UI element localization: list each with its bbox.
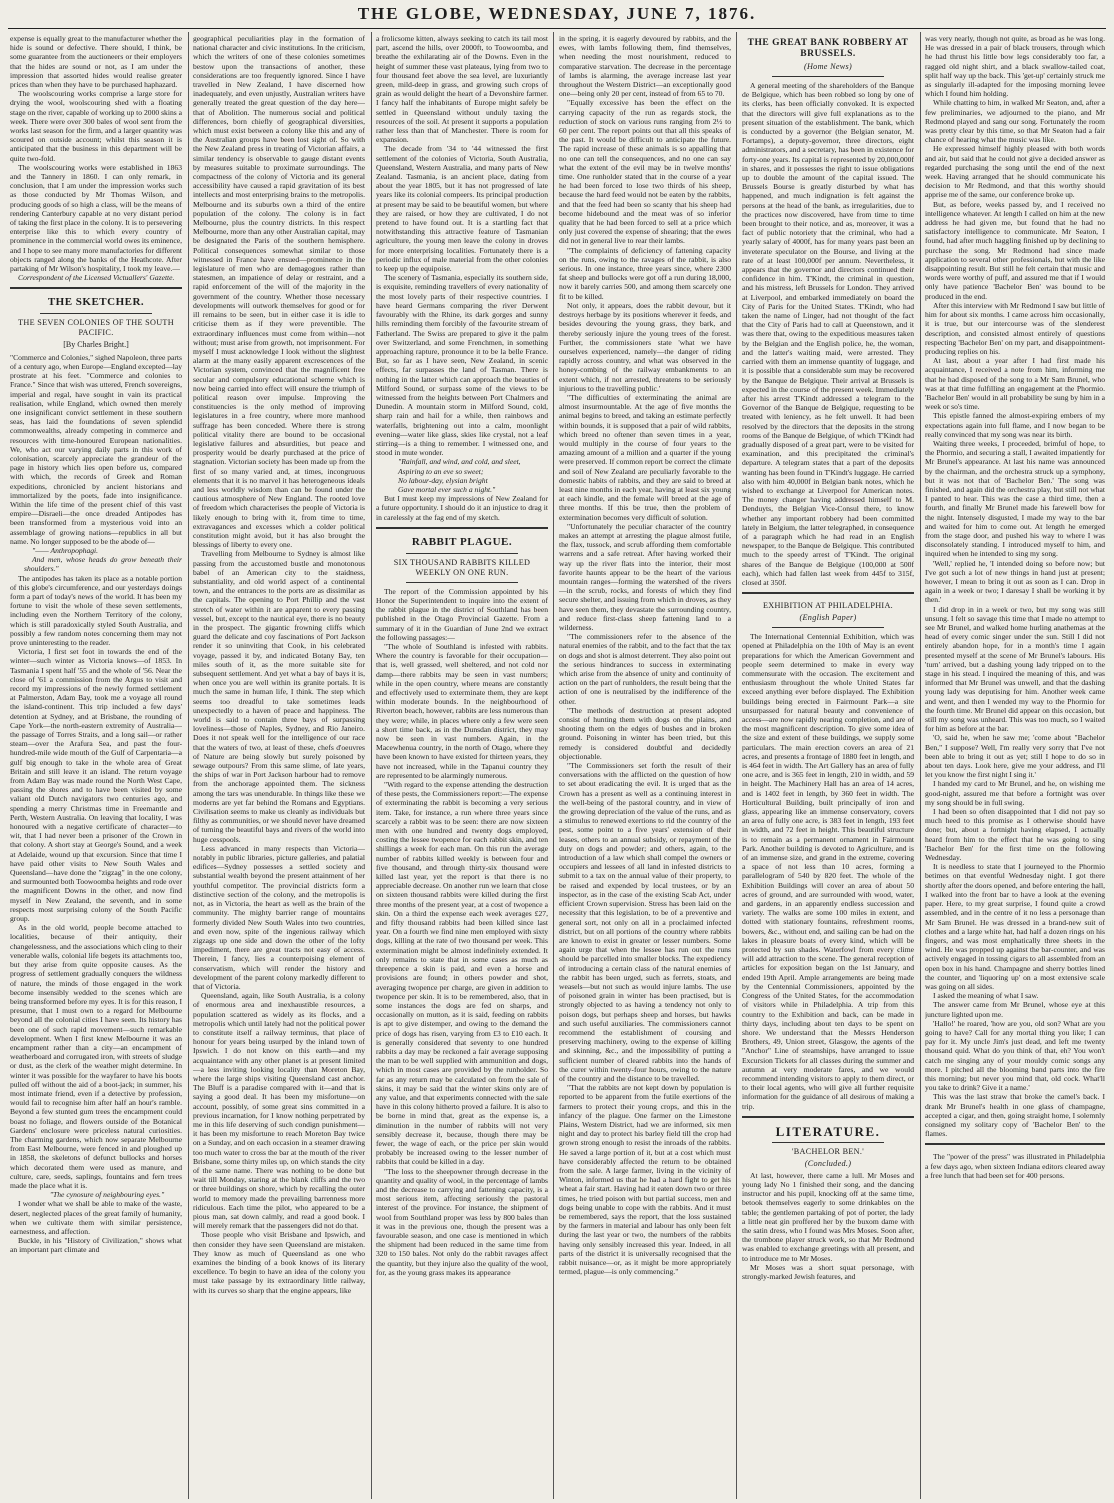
paragraph: The woolscouring works comprise a large store for drying the wool, woolscouring shed with a floating stage on the river, capable of working up to 2000 skins a week. There were over 300 bales of wool sent from the works last season for the firm, and a larger quantity was scoured on outside account; whilst this season it is anticipated that the business in this department will be quite two-fold.	[10, 89, 182, 163]
paragraph: It is needless to state that I journeyed to the Phormio betimes on that eventful Wednesday night. I got there shortly after the doors opened, and before entering the hall, I walked into the front bar to have a look at the evening paper. Here, to my great surprise, I found quite a crowd assembled, and in the centre of it no less a personage than Mr Sam Brunel. He was dressed in a brand-new suit of clothes and a large white hat, had half a dozen rings on his fingers, and was most emphatically three sheets in the wind. He was propped up against the bar-counter, and was actively engaged in tossing cigars to all assembled from an open box in his hand. Champagne and sherry bottles lined the counter, and 'liquoring up' on a most extensive scale was going on all sides.	[925, 862, 1105, 991]
quote: Aspiring to an eve so sweet;	[398, 466, 484, 476]
rabbit-plague-subtitle: SIX THOUSAND RABBITS KILLED WEEKLY ON ONE RUN.	[393, 557, 531, 577]
paragraph: a frolicsome kitten, always seeking to catch its tail most part, ascend the hills, over 2000ft, to Toowoomba, and breathe the exhilarating air of the Downs. Even in the height of summer these vast plateaus, lying from two to four thousand feet above the sea level, are luxuriantly green, mild-deep in grass, and growing such crops of grain as would delight the heart of a Devonshire farmer. I fancy half the inhabitants of Europe might safely be settled in Queensland without unduly taxing the resources of the soil. At present it supports a population rather less than that of Manchester. There is room for expansion.	[376, 34, 548, 145]
paragraph: "The methods of destruction at present adopted consist of hunting them with dogs on the plains, and shooting them on the edges of bushes and in broken ground. Poisoning in winter has been tried, but this remedy is considered doubtful and decidedly objectionable.	[559, 705, 731, 761]
column-6	[925, 34, 1105, 1499]
paragraph: But, as before, weeks passed by, and I received no intelligence whatever. At length I called on him at the new address he had given me, but found that he had no satisfactory intelligence to communicate. Mr Seaton, I found, had after much haggling finished up by declining to purchase the song. Mr Redmond had since made application to several other professionals, but with the like disappointing result. But still he felt certain that music and words were worthy of puff, and assured me that if I would only have patience 'Bachelor Ben' was bound to be produced in the end.	[925, 199, 1105, 301]
column-rule	[371, 32, 372, 1499]
paragraph: 'Well,' replied he, 'I intended doing so before now; but I've got such a lot of new things in hand just at present; however, I mean to bring it out as soon as I can. Drop in again in a week or two; I daresay I shall be working it by then.'	[925, 558, 1105, 605]
column-5	[742, 34, 914, 1499]
paragraph: Victoria, I first set foot in towards the end of the winter—such winter as Victoria knows—of 1853. In Tasmania I spent half '55 and the whole of '56. Near the close of '61 a commission from the Argus to visit and record my impressions of the newly formed settlement at Palmerston, Adam Bay, took me a voyage all round the island-continent. This trip included a few days' detention at Sydney, and at Brisbane, the rounding of Cape York—the north-eastern extremity of Australia—the passage of Torres Straits, and a long sail—or rather steam—over the Arafura Sea, and past the four-hundred-mile wide mouth of the Gulf of Carpentaria—a gulf big enough to take in the whole area of Great Britain and still leave it an island. The return voyage from Adam Bay was made round the North West Cape, passing the shores and to have been visited by some valiant old Dutch navigators two centuries ago, and spending a merry Christmas time in Freemantle and Perth, Western Australia. On leaving that locality, I was honoured with a negative certificate of character—to wit, that I had never been a prisoner of the Crown in that colony. A short stay at George's Sound, and a week at Adelaide, wound up that excursion. Since that time I have paid other visits to New South Wales and Queensland—have done the "zigzag" in the one colony, and surmounted both Toowoomba heights and rode over the magnificent Downs in the other, and now find myself in New Zealand, the seventh, and in some respects most surprising colony of the South Pacific group.	[10, 647, 182, 924]
quote: No labour-day, elysian bright	[398, 475, 488, 485]
rabbit-plague-title: RABBIT PLAGUE.	[411, 535, 513, 548]
paragraph: Less advanced in many respects than Victoria—notably in public libraries, picture galleries, and palatial edifices—Sydney possesses a settled society and substantial wealth beyond the present attainment of her youthful competitor. The provincial districts form a distinctive section of the colony, and the metropolis is not, as in Victoria, the heart as well as the brain of the community. The mighty barrier range of mountains formerly divided New South Wales into two countries, and even now, spite of the ingenious railway which zigzags up one side and down the other of the lofty impediment, there are great tracts not easy of access. Therein, I fancy, lies a counterpoising element of conservatism, which will render the history and development of the parent colony markedly different to that of Victoria.	[193, 843, 365, 991]
paragraph: The International Centennial Exhibition, which was opened at Philadelphia on the 10th of May is an event preparations for which the American Government and people seem determined to make in every way commensurate with the occasion. The excitement and enthusiasm throughout the whole United States far exceed anything ever before displayed. The Exhibition buildings being erected in Fairmount Park—a site unsurpassed for natural beauty and convenience of access—are now rapidly nearing completion, and are of the most magnificent description. To give some idea of the size and extent of these buildings, we supply some particulars. The main erection covers an area of 21 acres, and presents a frontage of 1880 feet in length, and is 464 feet in width. The Art Gallery has an area of fully one acre, and is 365 feet in length, 210 in width, and 59 in height. The Machinery Hall has an area of 14 acres, and is 1402 feet in length, by 360 feet in width. The Horticultural Building, built principally of iron and glass, appearing like an immense conservatory, covers an area of fully one acre, is 383 feet in length, 193 feet in width, and 72 feet in height. This beautiful structure is to remain as a permanent ornament in Fairmount Park. Another building is devoted to Agriculture, and is of an immense size, and grand in the extreme, covering a space of not less than 10 acres, forming a parallelogram of 540 by 820 feet. The whole of the Exhibition Buildings will cover an area of about 50 acres of ground, and are surrounded with wood, water, and gardens, in an apparently endless succession and variety. The walks are some 100 miles in extent, and dotted with stationary fountains, refreshment rooms, bowers, &c., without end, and sailing can be had on the lakes in pleasure boats of every kind, which will be protected by sun shades. Waterfowl from every clime will add attraction to the scene. The general reception of articles for exposition began on the 1st January, and ended 19th April. Ample arrangements are being made by the Centennial Commissioners, appointed by the Congress of the United States, for the accommodation of visitors while in Philadelphia. A trip from this country to the Exhibition and back, can be made in thirty days, including about ten days to be spent on shore. We understand that the Messrs Henderson Brothers, 49, Union street, Glasgow, the agents of the "Anchor" Line of steamships, have arranged to issue Excursion Tickets for all classes during the summer and autumn at very moderate fares, and we would recommend intending visitors to apply to them direct, or to their local agents, who will give all further requisite information for the guidance of all desirous of making a trip.	[742, 632, 914, 1111]
divider	[772, 1142, 884, 1143]
paragraph: Waiting three weeks, I proceeded, brimful of hope, to the Phormio, and securing a stall, I awaited impatiently for Mr Brunel's appearance. At last his name was announced by the chairman, and the orchestra struck up a symphony, but it was not that of 'Bachelor Ben.' The song was finished, and again did the orchestra play, but still not what I panted to hear. This was the case a third time, then a fourth, and finally Mr Brunel made his farewell bow for the night. Intensely disgusted, I made my way to the bar and waited for him to come out. At length he emerged from the stage door, and pushed his way to where I was disconsolately standing. I introduced myself to him, and inquired when he intended to sing my song.	[925, 438, 1105, 559]
paragraph: Mr Moses was a short squat personage, with strongly-marked Jewish features, and	[742, 1262, 914, 1281]
paragraph: "Commerce and Colonies," sighed Napoleon, three parts of a century ago, when Europe—England excepted—lay prostrate at his feet. "Commerce and colonies to France." Since that wish was uttered, French sovereigns, imperial and regal, have sought in vain its practical realisation, while England, which owned then merely one insignificant convict settlement in these southern seas, has laid the foundations of seven splendid commonwealths, already competing in commerce and resources with time-honoured European nationalities. We, who act our varying daily parts in this work of colonisation, scarcely appreciate the grandeur of the page in history which lies open before us, compared with which, the records of Greek and Roman expeditions, chronicled by ancient historians and immortalized by the poets, fade into insignificance. Within the life time of the present chief of this vast empire—Disraeli—the once dreaded Antipodes has been transformed from a mysterious void into an assemblage of growing nations—republics in all but name. No longer supposed to be the abode of—	[10, 352, 182, 546]
paragraph: Buckle, in his "History of Civilization," shows what an important part climate and	[10, 1236, 182, 1255]
paragraph: This epistle fanned the almost-expiring embers of my expectations again into full flame, and I now began to be really convinced that my song was near its birth.	[925, 411, 1105, 439]
paragraph: I did drop in in a week or two, but my song was still unsung. I felt so savage this time that I made no attempt to see Mr Brunel, and walked home hurling anathemas at the head of every comic singer under the sun. Still I did not entirely abandon hope, for in a month's time I again presented myself at the scene of Mr Brunel's labours. His 'turn' arrived, but a dashing young lady tripped on to the stage in his stead. I inquired the meaning of this, and was informed that Mr Brunel was unwell, and that the dashing young lady was deputising for him. Another week came and went, and then I wended my way to the Phormio for the fourth time. Mr Brunel did appear on this occasion, but still my song was unheard. This was too much, so I waited for him as before at the bar.	[925, 604, 1105, 734]
paragraph: This was the last straw that broke the camel's back. I drank Mr Brunel's health in one glass of champagne, accepted a cigar, and then, going straight home, I solemnly consigned my solitary copy of 'Bachelor Ben' to the flames.	[925, 1092, 1105, 1139]
paragraph: The antipodes has taken its place as a notable portion of this globe's circumference, and our yesterdays doings form a part of today's news of the world. It has been my fortune to visit the whole of these seven settlements, including even the Northern Territory of the colony, which is still paradoxically styled South Australia, and possibly a few random notes concerning them may not prove uninteresting to the reader.	[10, 573, 182, 647]
paragraph: At last, about a year after I had first made his acquaintance, I received a note from him, informing me that he had disposed of the song to a Mr Sam Brunel, who was at that time fulfilling an engagement at the Phormio. 'Bachelor Ben' would in all probability be sung by him in a week or so's time.	[925, 356, 1105, 412]
paragraph: The decade from '34 to '44 witnessed the first settlement of the colonies of Victoria, South Australia, Queensland, Western Australia, and many parts of New Zealand. Tasmania, is an ancient place, dating from about the year 1805, but it has not progressed of late years like its colonial compeers. Its principal production at present may be said to be beautiful women, but where they are raised, or how they are cultivated, I do not pretend to have found out. It is a startling fact that notwithstanding this attractive feature of Tasmanian agriculture, the young men leave the colony in droves for more enterprising localities. Fortunately there is a periodic influx of male material from the other colonies to keep up the equipoise.	[376, 144, 548, 274]
masthead-rule	[8, 28, 1106, 29]
literature-concluded: (Concluded.)	[804, 1158, 852, 1168]
bank-robbery-title: THE GREAT BANK ROBBERY AT BRUSSELS.	[747, 38, 909, 59]
divider	[40, 313, 152, 314]
correspondent-credit: Correspondent of the Licensed Victuallers' Gazette.	[18, 273, 175, 283]
paragraph: "The complaints of deficiency of fattening capacity on the runs, owing to the ravages of the rabbit, is also serious. In one instance, three years since, where 2300 fat sheep and bullocks were got off a run during 18,000, now it barely carries 500, and among them scarcely one fit to be killed.	[559, 245, 731, 301]
masthead: THE GLOBE, WEDNESDAY, JUNE 7, 1876.	[357, 4, 757, 23]
wool-article	[10, 34, 182, 282]
paragraph: "The Commissioners set forth the result of their conversations with the afflicted on the question of how to set about eradicating the evil. It is urged that as the Crown has a present as well as a continuing interest in the well-being of the pastoral country, and in view of the growing depreciation of the value of the runs, and as a stimulus to renewed exertions to rid the country of the pest, some point to a five years' extension of their leases, others to an annual subsidy, or repayment of the duty on dogs and powder; and others, again, to the introduction of a law which shall compel the owners or occupiers and lessees of all land in infested districts to submit to a tax on the annual value of their property, to be raised and expended by local trustees, or by an inspector, as in the case of the existing Scab Act, under efficient Crown supervision. Stress has been laid on the necessity that this legislation, to be of a preventive and general sort, not only on all in a proclaimed infected district, but on all portions of the country where rabbits are known to exist in greater or lesser numbers. Some again urge that when the lessee has run out the runs should be parcelled into smaller blocks. The expediency of introducing a certain class of the natural enemies of the rabbit has been urged, such as ferrets, stoats, and weasels—but not such as would injure lambs. The use of poisoned grain in winter has been practised, but is strongly objected to as having a tendency not only to poison dogs, but perhaps sheep and horses, but hawks and such useful auxiliaries. The commissioners cannot recommend the establishment of coursing and preserving machinery, owing to the expense of killing and skinning, &c., and the impossibility of putting a sufficient number of cleared rabbits into the hands of the curer within twenty-four hours, owing to the nature of the country and the distance to be travelled.	[559, 761, 731, 1083]
paragraph: 'Hallo!' he roared, 'how are you, old son? What are you going to have? Call for any mortal thing you like; I can pay for it. My uncle Jim's just dead, and left me twenty thousand quid. What do you think of that, eh? You won't catch me singing any of your mouldy comic songs any more. I pitched all the blooming band parts into the fire this morning; but never you mind that, old cock. What'll you take to drink? Give it a name.'	[925, 1018, 1105, 1093]
paragraph: Those people who visit Brisbane and Ipswich, and then consider they have seen Queensland are mistaken. They know as much of Queensland as one who examines the binding of a book knows of its literary excellence. To begin to have an idea of the colony you must take passage by its extraordinary little railway, with its curves so sharp that the engine appears, like	[193, 1230, 365, 1295]
section-divider	[742, 1116, 914, 1120]
paragraph: "Equally excessive has been the effect on the carrying capacity of the run as regards stock, the reduction of stock on various runs ranging from 2½ to 60 per cent. The report points out that all this speaks of the past. It would be difficult to anticipate the future. The rapid increase of these animals is so appalling that no one can tell the consequences, and no one can say what the extent of the evil may be in twelve months' time. One runholder stated that in the course of a year he had been forced to lose two thirds of his sheep, because the hard feed would not be eaten by the rabbits, and that the feed had been so scanty that his sheep had become hidebound and the meat was of so inferior quality that he had been forced to sell at a price which only just covered the expense of shearing; that the ewes did not in general live to rear their lambs.	[559, 98, 731, 246]
paragraph: The woolscouring works were established in 1863 and the Tannery in 1860. I can only remark, in conclusion, that I am under the impression works such as those conducted by Mr Thomas Wilson, and producing goods of so high a class, will be the means of rendering Canterbury capable at no very distant period of taking the first place in the colony. It is to persevering enterprise like this to which every country of prominence in the commercial world owes its eminence, and I hope to see many more manufactories for different objects ranged along the banks of the Heathcote. After partaking of Mr Wilson's hospitality, I took my leave.—	[10, 162, 182, 274]
paragraph: "The difficulties of exterminating the animal are almost insurmountable. At the age of five months the animal begins to breed, and taking an estimate perfectly within bounds, it is supposed that a pair of wild rabbits, which breed no oftener than seven times in a year, would multiply in the course of four years to the amazing amount of a million and a quarter if the young were preserved. If common report be correct the climate and soil of New Zealand are peculiarly favorable to the domestic habits of rabbits, and they are said to breed at least nine months in each year, having at least six young at each kindle, and the female will breed at the age of three months. If this be true, then the problem of extermination becomes very difficult of solution.	[559, 392, 731, 522]
article-title: THE SEVEN COLONIES OF THE SOUTH PACIFIC.	[18, 318, 174, 338]
paragraph: "The whole of Southland is infested with rabbits. Where the country is favorable for their occupation—that is, well grassed, well sheltered, and not cold nor damp—there rabbits may be seen in vast numbers; while in the open country, where means are constantly and effectively used to exterminate them, they are kept within moderate bounds. In the neighbourhood of Riverton beach, however, rabbits are less numerous than they were; while, in places where only a few were seen a short time back, as in the Dunsdan district, they may now be seen in vast numbers. Again, in the Macewhenua country, in the north of Otago, where they have been known to have existed for thirteen years, they have not increased, while in the Tapanui country they are represented to be alarmingly numerous.	[376, 641, 548, 780]
press-note: The "power of the press" was illustrated in Philadelphia a few days ago, when sixteen Indiana editors cleared away a free lunch that had been set for 400 persons.	[925, 1152, 1105, 1180]
quote: "The cynosure of neighbouring eyes."	[49, 1190, 165, 1200]
quote: Gave mortal ever such a night."	[398, 484, 496, 494]
paragraph: Travelling from Melbourne to Sydney is almost like passing from the accustomed bustle and monotonous babel of an American city to the staidness, substantiality, and old world aspect of a continental town, and the entrances to the ports are as dissimilar as the capitals. The opening to Port Phillip and the vast stretch of water within it are apparent to every passing vessel, but, except to the nautical eye, there is no beauty in the prospect. The gigantic frowning cliffs which guard the delicate and coy fascinations of Port Jackson render it so uninviting that Cook, in his celebrated voyage, passed it by, and indicated Botany Bay, ten miles south of it, as the more suitable site for subsequent settlement. And yet what a bay of bays it is, when once you are well within its granite portals. It is much the same in human life, I think. The step which seems too dreadful to take sometimes leads unexpectedly to a haven of peace and happiness. The world is said to contain three bays of surpassing loveliness—those of Naples, Sydney, and Rio Janeiro. Does it not speak well for the intelligence of our race that the waters of two, at least of these, chefs d'oeuvres of Nature are being slowly but surely poisoned by sewage outpours? From this same slime, of late years, the ships of war in Port Jackson harbour had to remove from the anchorage appointed them. The sickness among the tars was unendurable. In things like these we moderns are yet far behind the Romans and Egyptians. Civilisation seems to make us cleanly as individuals but filthy as communities, or we should never have dreamed of turning the beautiful bays and rivers of the world into huge cesspools.	[193, 549, 365, 844]
paragraph: Queensland, again, like South Australia, is a colony of enormous area and inexhaustible resources, a population scattered as widely as its flocks, and a metropolis which until lately had not the political power to constitute itself a railway terminus, that place of honour for years being usurped by the inland town of Ipswich. I do not know on this earth—and my acquaintance with any other planet is at present limited—a less inviting looking locality than Moreton Bay, where the large ships visiting Queensland cast anchor. The Bluff is a paradise compared with it—and that is saying a good deal. It has been my misfortune—on account, possibly, of some great sins committed in a previous incarnation, for I know nothing perpetrated by me in this life deserving of such condign punishment—it has been my misfortune to reach Moreton Bay twice on a Sunday, and on each occasion in a steamer drawing too much water to cross the bar at the mouth of the river Brisbane, some thirty miles up, on which stands the city of the same name. There was nothing to be done but wait till Monday, staring at the blank cliffs and the two or three buildings on shore, which by recalling the outer world to memory made the prevailing barrenness more ridiculous. Each time the pilot, who appeared to be a pious man, sat down calmly, and read a good book. I will merely remark that the passengers did not do that.	[193, 991, 365, 1231]
column-rule	[188, 32, 189, 1499]
byline: [By Charles Bright.]	[63, 340, 129, 350]
paragraph: "The commissioners refer to the absence of the natural enemies of the rabbit, and to the fact that the tax on dogs and shot is almost deterrent. They also point out the serious hindrances to success in exterminating which arise from the absence of unity and continuity of action on the part of runholders, the result being that the action of one is neutralised by the indifference of the other.	[559, 632, 731, 706]
quote: "Rainfall, and wind, and cold, and sleet,	[398, 457, 521, 467]
column-rule	[920, 32, 921, 1499]
column-4	[559, 34, 731, 1499]
paragraph: "With regard to the expense attending the destruction of these pests, the Commissioners report:—The expense of exterminating the rabbit is becoming a very serious item. Take, for instance, a run where three years since scarcely a rabbit was to be seen: there are now sixteen men with one hundred and twenty dogs employed, costing the lessee twopence for each rabbit skin, and ten shillings a week for each man. On this run the average number of rabbits killed weekly is between four and five thousand, and through thirty-six thousand were killed last year, yet the report is that there is no appreciable decrease. On another run we learn that close on sixteen thousand rabbits were killed during the first three months of the present year, at a cost of twopence a skin. On a third the expense each week averages £27, and fifty thousand rabbits had been killed since last year. On a fourth we find nine men employed with sixty dogs, killing at the rate of two thousand per week. This extermination might be almost indefinitely extended. It only remains to state that in some cases as much as threepence a skin is paid, and even a horse and provisions are found; in others powder and shot, averaging twopence per charge, are given in addition to twopence per skin. It is to be remembered, also, that in some instances the dogs are fed on sharps, and occasionally on mutton, as it is said, feeding on rabbits is apt to give distemper, and owing to the demand the price of dogs has risen, varying from £3 to £10 each. It is generally considered that seventy to one hundred rabbits a day may be reckoned a fair average supposing the man to be well supplied with ammunition and dogs, which in most cases are provided by the runholder. So far as any return may be calculated on from the sale of skins, it may be said that the winter skins only are of any value, and that experiments connected with the sale have in this colony hitherto proved a failure. It is also to be borne in mind that, great as the expense is, a diminution in the number of rabbits will not very sensibly decrease it, because, though there may be fewer, the wage of each, or the price per skin would probably be increased owing to the lesser number of rabbits that could be killed in a day.	[376, 780, 548, 1167]
section-title-sketcher: THE SKETCHER.	[47, 296, 145, 309]
paragraph: "The loss to the sheepowner through decrease in the quantity and quality of wool, in the percentage of lambs and the decrease to carrying and fattening capacity, is a most serious item, affecting seriously the pastoral interest of the province. For instance, the shipment of wool from Southland proper was less by 800 bales than it was in the previous one, though the present was a favourable season, and one case is mentioned in which the shipment had been reduced in the same time from 320 to 150 bales. Not only do the rabbit ravages affect the quantity, but they injure also the quality of the wool, for, as the young grass makes its appearance	[376, 1166, 548, 1277]
paragraph: The scenery of Tasmania, especially its southern side, is exquisite, reminding travellers of every nationality of the most lovely parts of their respective countries. I have heard Germans comparing the river Derwent favourably with the Rhine, its dark gorges and sunny hills reminding them forcibly of the favourite stream of Fatherland. The Swiss are prepared to give it the palm over Switzerland, and some Frenchmen, in something approaching rapture, pronounce it to be la belle France. But, so far as I have seen, New Zealand, in scenic effects, far surpasses the land of Tasman. There is nothing in the latter which can approach the beauties of Milford Sound, or surpass some of the views to be witnessed from the heights between Port Chalmers and Dunedin. A mountain storm in Milford Sound, cold, sharp rain and hail for a while, then rainbows and waterfalls, brightening out into a calm, moonlight evening—water like glass, skies like crystal, not a leaf stirring—is a thing to remember. I witnessed one, and stood in mute wonder.	[376, 273, 548, 458]
paragraph: After this interview with Mr Redmond I saw but little of him for about six months. I came across him occasionally, it is true, but our intercourse was of the slenderest description, and consisted almost entirely of questions respecting 'Bachelor Ben' on my part, and disappointment-producing replies on his.	[925, 300, 1105, 356]
section-divider	[376, 527, 548, 531]
exhibition-source: (English Paper)	[799, 613, 857, 623]
column-1	[10, 34, 182, 1499]
column-rule	[736, 32, 737, 1499]
paragraph: A general meeting of the shareholders of the Banque de Belgique, which has been robbed so long by one of its clerks, has been officially convoked. It is expected that the directors will give full explanations as to the present situation of the establishment. The bank, which is conducted by a governor (the Belgian senator, M. Fortamps), a deputy-governor, three directors, eight administrators, and a secretary, has been in existence for forty-one years. Its capital is represented by 20,000,000f in shares, and it possesses the right to issue obligations up to double the amount of the capital issued. The Brussels Bourse is greatly disturbed by what has happened, and much indignation is felt against the persons at the head of the bank, as irregularities, due to the practices now discovered, have from time to time been brought to their notice, and as, moreover, it was a fact of public notoriety that the criminal, who had a yearly salary of 4000f, has for many years past been an inveterate speculator on the Bourse, and living at the rate of at least 100,000f per annum. Nevertheless, it appears that the governor and directors continued their confidence in him. T'Kindt, the criminal in question, and his mistress, left Brussels for London. They arrived at Liverpool, and embarked immediately on board the City of Paris for the United States. T'Kindt, who had taken the name of Linger, had not thought of the fact that the City of Paris had to call at Queenstown, and it was there that, owing to the expeditious measures taken by the Belgian and the English police, he, the woman, and the latter's waiting maid, were arrested. They carried with them an immense quantity of luggage, and it is possible that a considerable sum may be recovered by the Banque de Belgique. Their arrival at Brussels is expected in the course of the present week. Immediately after his arrest T'Kindt addressed a telegram to the Governor of the Banque de Belgique, requesting to be treated with leniency, as he felt unwell. It had been resolved by the directors that the deposits in the strong rooms of the Banque de Belgique, of which T'Kindt had gradually disposed of a great part, were to be visited for examination, and this precipitated the criminal's departure. A telegram states that a part of the deposits wanting has been found in T'Kindt's luggage. He carried also with him 40,000f in Belgian bank notes, which he wished to exchange at Liverpool for American notes. The money changer having addressed himself to M. Denduyts, the Belgian Vice-Consul there, to know whether any important robbery had been committed lately in Belgium, the latter telegraphed, in consequence of a paragraph which he had read in an English newspaper, to the Banque de Belgique. This contributed much to the speedy arrest of T'Kindt. The original shares of the Banque de Belgique (100,000 at 500f each), which had fallen last week from 445f to 315f, closed at 350f.	[742, 81, 914, 587]
paragraph: was very nearly, though not quite, as broad as he was long. He was dressed in a pair of black trousers, through which he had thrust his little bow legs considerably too far, a ragged old night shirt, and a black swallow-tailed coat, split half way up the back. This 'get-up' certainly struck me as singularly ill-adapted for the imposing morning levee which I found him holding.	[925, 34, 1105, 99]
paragraph: 'O, said he, when he saw me; 'come about "Bachelor Ben," I suppose? Well, I'm really very sorry that I've not been able to bring it out as yet; still I hope to do so in about ten days. Look here, give me your address, and I'll let you know the first night I sing it.'	[925, 733, 1105, 780]
paragraph: I wonder what we shall be able to make of the waste, desert, neglected places of the great family of humanity, when we cultivate them with similar persistence, earnestness, and affection.	[10, 1199, 182, 1236]
quote: "—— Anthropophagi.	[32, 545, 99, 555]
bank-robbery-source: (Home News)	[803, 62, 853, 71]
column-3	[376, 34, 548, 1499]
paragraph: The report of the Commission appointed by his Honor the Superintendent to inquire into the extent of the rabbit plague in the district of Southland has been published in the Otago Provincial Gazette. From a summary of it in the Guardian of June 2nd we extract the following passages:—	[376, 586, 548, 642]
paragraph: expense is equally great to the manufacturer whether the hide is sound or defective. There should, I think, be some guarantee from the auctioneers or their employers that the hides are sound or not, as I am under the impression that assorted hides would realise greater prices than when they have to be purchased haphazard.	[10, 34, 182, 90]
divider	[772, 76, 884, 77]
divider	[772, 627, 884, 628]
paragraph: As in the old world, people become attached to localities, because of their antiquity, their changelessness, and the associations which cling to their venerable walls, colonial life begets its attachments too, but they arise from quite opposite causes. As the progress of settlement gradually conquers the wildness of nature, the minds of those engaged in the work become insensibly wedded to the scenes which are being transformed before my eyes. It is for this reason, I presume, that I must own to a regard for Melbourne beyond all the colonial cities I have seen. Its history has been one of such rapid movement—such remarkable development. When I first knew Melbourne it was an encampment rather than a city—an encampment of weatherboard and corrugated iron, with streets of sludge or dust, as the clerk of the weather might determine. In winter it was possible for the wayfarer to have his boots pulled off without the aid of a boot-jack; in summer, his most intimate friend, even if a detective by profession, would fail to recognise him after half an hour's ramble. Beyond a few stunted gum trees the encampment could boast no foliage, and flowers outside of the Botanical Gardens' enclosure were priceless natural curiosities. The charming gardens, which now separate Melbourne from East Melbourne, were fenced in and ploughed up in 1858, the skeletons of defunct bullocks and horses which decorated them were used as manure, and culture, care, seeds, saplings, fountains and fern trees made the place what it is.	[10, 923, 182, 1190]
paragraph: At last, however, there came a lull. Mr Moses and young lady No 1 finished their song, and the dancing instructor and his pupil, knocking off at the same time, betook themselves eagerly to some drinkables on the table; the gentlemen partaking of pot of porter, the lady a little neat gin proffered her by the buxom dame with the satin dress, who I found was Mrs Moses. Soon after, the trombone player struck work, so that Mr Redmond was enabled to exchange greetings with all present, and to introduce me to Mr Moses.	[742, 1170, 914, 1263]
section-divider	[925, 1143, 1105, 1147]
quote: And men, whose heads do grow beneath their shoulders."	[24, 555, 182, 574]
divider	[406, 553, 518, 554]
literature-subtitle: 'BACHELOR BEN.'	[791, 1146, 865, 1156]
paragraph: in the spring, it is eagerly devoured by rabbits, and the ewes, with lambs following them, find themselves, when needing the most nourishment, reduced to comparative starvation. The decrease in the percentage of lambs is alarming, the average increase last year throughout the Western District—an exceptionally good one—being only 20 per cent, instead of from 65 to 70.	[559, 34, 731, 99]
section-divider	[10, 287, 182, 291]
paragraph: geographical peculiarities play in the formation of national character and civic institutions. In the criticism, which the writers of one of these colonies sometimes bestow upon the transactions of another, these considerations are too frequently ignored. Since I have travelled in New Zealand, I have discerned how inadequately, and even unjustly, Australian writers have generally treated the great question of the day here—that of Abolition. The numerous social and political differences, born chiefly of geographical diversities, which must exist between a colony like this and any of the Australian groups have been lost sight of. So with the New Zealand press in treating of Victorian affairs, a similar tendency is observable to gauge distant events by measures suitable to proximate surroundings. The compactness of the colony of Victoria and its general accessibility have caused a rapid gravitation of its best intellects and most enterprising brains to the metropolis. Melbourne and its suburbs own a third of the entire population of the colony. The colony is in fact Melbourne, plus the country districts. In this respect Melbourne, more than any other Australian capital, may be designated the Paris of the southern hemisphere. Political consequences somewhat similar to those witnessed in France have ensued—prominence in the legislature of men who are demagogues rather than statesmen, an impatience of delay or restraint, and a rapid enforcement of the will of the majority in the government of the country. Whether those necessary developments will outwork themselves for good or for ill remains to be seen, but in either case it is idle to criticise them as if they were preventible. The extraordinary influences must come from within—not without; must arise from growth, not imprisonment. For myself I must acknowledge I look without the slightest alarm at the many easily apparent excrescences of the Victorian system, convinced that the magnificent free secular and compulsory educational scheme which is now being carried into effect will ensure the triumph of political reason over impulse. Improving the constituencies is the only method of improving legislatures in a free country, where more manhood suffrage has been conceded. Where there is strong political vitality there are bound to be occasional legislative failures and absurdities, but peace and prosperity would be dearly purchased at the price of stagnation. Victorian society has been made up from the first of so many varied and, at times, incongruous elements that it is no marvel it has heterogeneous ideals and less worldly wisdom than can be found under the cautious atmosphere of New England. The rooted love of freedom which characterises the people of Victoria is likely enough to bring with it, from time to time, extravagances and excesses which a colder political constitution might avoid, but it has also brought the blessings of liberty to every one.	[193, 34, 365, 550]
paragraph: But I must keep my impressions of New Zealand for a future opportunity. I should do it an injustice to drag it in carelessly at the fag end of my sketch.	[376, 494, 548, 522]
section-divider	[742, 592, 914, 596]
paragraph: "Unfortunately the peculiar character of the country makes an attempt at arresting the plague almost futile, the flax, tussock, and scrub affording them comfortable warrens and a safe retreat. After having worked their way up the river flats into the interior, their most favorite haunts appear to be the heart of the various mountain ranges—forming the watershed of the rivers—in the scrub, rocks, and forests of which they find secure shelter, and issuing from which in droves, as they have seen them, they devastate the surrounding country, and reduce first-class sheep fattening land to a wilderness.	[559, 521, 731, 632]
paragraph: While chatting to him, in walked Mr Seaton, and, after a few preliminaries, we adjourned to the piano, and Mr Redmond played and sang our song. Fortunately the room was pretty clear by this time, so that Mr Seaton had a fair chance of hearing what the music was like.	[925, 98, 1105, 145]
paragraph: Not only, it appears, does the rabbit devour, but it destroys herbage by its positions wherever it feeds, and besides devouring the young grass, they bark, and thereby seriously injure the young trees of the forest. Further, the commissioners state 'what we have ourselves experienced, namely—the danger of riding rapidly across country, and what was observed in the honey-combing of the railway embankments to an extent which, if not arrested, threatens to be seriously injurious to the travelling public.'	[559, 300, 731, 393]
column-2	[193, 34, 365, 1499]
paragraph: I handed my card to Mr Brunel, and he, on wishing me good-night, assured me that before a fortnight was over my song should be in full swing.	[925, 779, 1105, 807]
paragraph: "That the rabbits are not kept down by population is reported to be apparent from the futile exertions of the farmers to protect their young crops, and this in the infancy of the plague. One farmer on the Limestone Plains, Western District, had we are informed, six men night and day to protect his barley field till the crop had grown strong enough to resist the inroads of the rabbits. He saved a large portion of it, but at a cost which must have considerably affected the return to be obtained from the sale. A large farmer, living in the vicinity of Winton, informed us that he had a hard fight to get his wheat a fair start. Having had it eaten down two or three times, he tried poison with but partial success, men and dogs being unable to cope with the rabbits. And it must be remembered, says the report, that the loss sustained by the farmers in material and labour has only been felt during the last year or two, the numbers of the rabbits having only sensibly increased this year. Indeed, in all parts of the district it is universally recognised that the rabbit nuisance—or, as it might be more appropriately termed, plague—is only commencing."	[559, 1083, 731, 1277]
divider	[406, 582, 518, 583]
paragraph: I had been so often disappointed that I did not pay so much heed to this promise as I otherwise should have done; but, about a fortnight having elapsed, I actually heard from him to the effect that he was going to sing 'Bachelor Ben' for the first time on the following Wednesday.	[925, 807, 1105, 863]
literature-title: LITERATURE.	[775, 1123, 881, 1139]
paragraph: The answer came from Mr Brunel, whose eye at this juncture lighted upon me.	[925, 1000, 1105, 1019]
column-rule	[553, 32, 554, 1499]
paragraph: I asked the meaning of what I saw.	[933, 991, 1039, 1001]
paragraph: He expressed himself highly pleased with both words and air, but said that he could not give a decided answer as regarded purchasing the song until the end of the next week. Having arranged that he should communicate his decision to Mr Redmond, and that this worthy should apprise me of the same, our conference broke up.	[925, 144, 1105, 200]
exhibition-title: EXHIBITION AT PHILADELPHIA.	[762, 601, 894, 611]
